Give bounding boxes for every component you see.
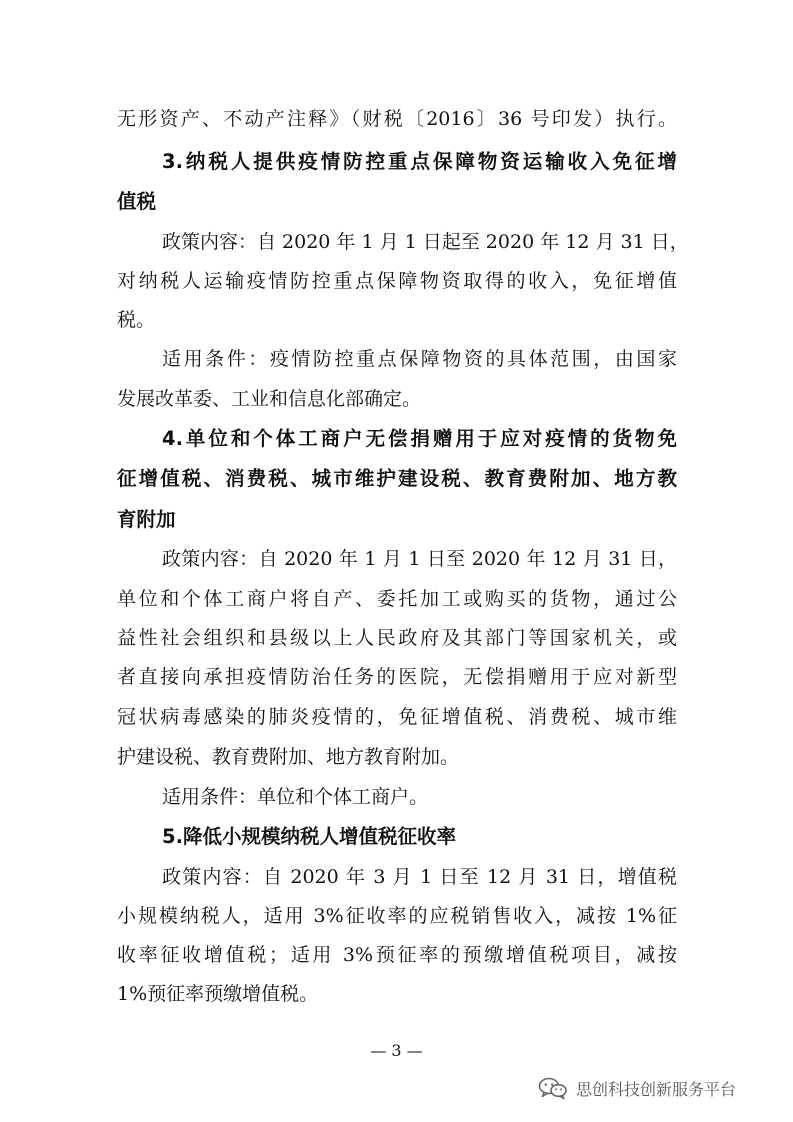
body-line: 政策内容：自 2020 年 3 月 1 日至 12 月 31 日，增值税	[162, 866, 677, 888]
section-heading-4-cont: 征增值税、消费税、城市维护建设税、教育费附加、地方教	[117, 467, 677, 490]
watermark-text: 思创科技创新服务平台	[576, 1079, 737, 1099]
body-line: 收率征收增值税；适用 3%预征率的预缴增值税项目，减按	[117, 944, 677, 966]
wechat-icon	[538, 1076, 568, 1100]
body-line: 对纳税人运输疫情防控重点保障物资取得的收入，免征增值	[117, 270, 677, 292]
body-line: 政策内容：自 2020 年 1 月 1 日至 2020 年 12 月 31 日，	[162, 548, 677, 570]
body-line: 护建设税、教育费附加、地方教育附加。	[117, 746, 460, 768]
section-heading-3: 3.纳税人提供疫情防控重点保障物资运输收入免征增	[162, 150, 677, 173]
body-line: 发展改革委、工业和信息化部确定。	[117, 388, 422, 410]
section-heading-4-cont: 育附加	[117, 508, 176, 531]
body-line: 1%预征率预缴增值税。	[117, 983, 319, 1005]
body-line: 单位和个体工商户将自产、委托加工或购买的货物，通过公	[117, 588, 677, 610]
page-number: — 3 —	[370, 1041, 423, 1060]
body-line: 适用条件：单位和个体工商户。	[162, 786, 429, 808]
section-heading-5: 5.降低小规模纳税人增值税征收率	[162, 825, 456, 848]
body-line: 适用条件：疫情防控重点保障物资的具体范围，由国家	[162, 348, 677, 370]
body-line: 小规模纳税人，适用 3%征收率的应税销售收入，减按 1%征	[117, 905, 677, 927]
body-line: 者直接向承担疫情防治任务的医院，无偿捐赠用于应对新型	[117, 666, 677, 688]
body-line: 冠状病毒感染的肺炎疫情的，免征增值税、消费税、城市维	[117, 706, 677, 728]
watermark	[538, 1076, 736, 1100]
section-heading-4: 4.单位和个体工商户无偿捐赠用于应对疫情的货物免	[162, 427, 677, 450]
body-line: 税。	[117, 309, 156, 331]
body-line: 政策内容：自 2020 年 1 月 1 日起至 2020 年 12 月 31 日，	[162, 231, 689, 253]
body-line: 益性社会组织和县级以上人民政府及其部门等国家机关，或	[117, 627, 677, 649]
body-line: 无形资产、不动产注释》（财税〔2016〕36 号印发）执行。	[117, 108, 677, 130]
section-heading-3-cont: 值税	[117, 190, 157, 213]
